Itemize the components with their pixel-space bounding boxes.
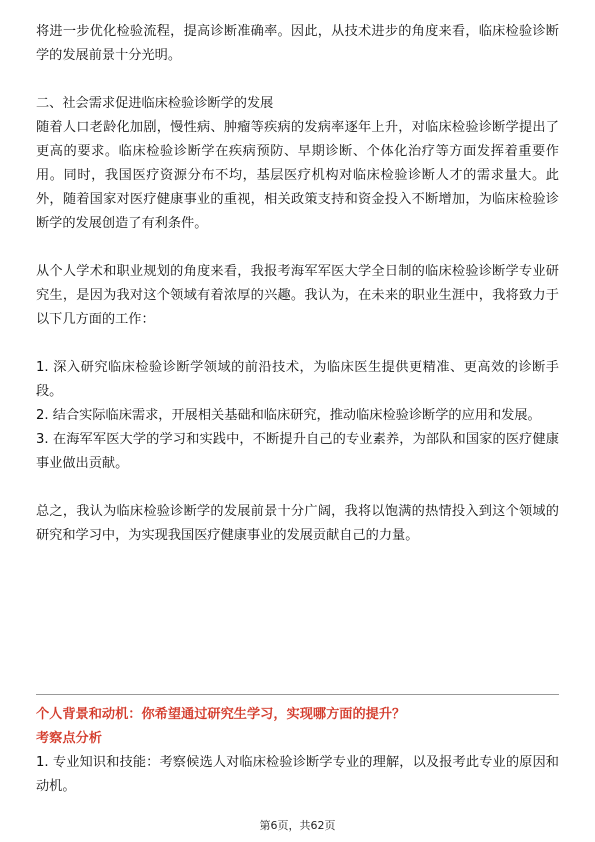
paragraph-gap <box>36 236 559 260</box>
analysis-point-1: 1. 专业知识和技能：考察候选人对临床检验诊断学专业的理解，以及报考此专业的原因和动机。 <box>36 755 559 794</box>
conclusion-paragraph: 总之，我认为临床检验诊断学的发展前景十分广阔，我将以饱满的热情投入到这个领域的研究和学习中，为实现我国医疗健康事业的发展贡献自己的力量。 <box>36 504 559 543</box>
answer-body <box>36 20 559 548</box>
paragraph-gap <box>36 68 559 92</box>
goal-item-3: 3. 在海军军医大学的学习和实践中，不断提升自己的专业素养，为部队和国家的医疗健康事业做出贡献。 <box>36 432 559 471</box>
goal-item-2: 2. 结合实际临床需求，开展相关基础和临床研究，推动临床检验诊断学的应用和发展。 <box>36 408 541 423</box>
analysis-heading: 考察点分析 <box>36 731 102 746</box>
personal-paragraph: 从个人学术和职业规划的角度来看，我报考海军军医大学全日制的临床检验诊断学专业研究生，是因为我对这个领域有着浓厚的兴趣。我认为，在未来的职业生涯中，我将致力于以下几方面的工作： <box>36 264 559 327</box>
goal-item-1: 1. 深入研究临床检验诊断学领域的前沿技术，为临床医生提供更精准、更高效的诊断手段。 <box>36 360 559 399</box>
section-heading: 二、社会需求促进临床检验诊断学的发展 <box>36 96 274 111</box>
section-paragraph: 随着人口老龄化加剧，慢性病、肿瘤等疾病的发病率逐年上升，对临床检验诊断学提出了更高的要求。临床检验诊断学在疾病预防、早期诊断、个体化治疗等方面发挥着重要作用。同时，我国医疗资源分布不均，基层医疗机构对临床检验诊断人才的需求量大。此外，随着国家对医疗健康事业的重视，相关政策支持和资金投入不断增加，为临床检验诊断学的发展创造了有利条件。 <box>36 120 559 231</box>
section-divider <box>36 694 559 695</box>
paragraph-gap <box>36 332 559 356</box>
intro-paragraph: 将进一步优化检验流程，提高诊断准确率。因此，从技术进步的角度来看，临床检验诊断学的发展前景十分光明。 <box>36 24 559 63</box>
page-footer: 第6页，共62页 <box>259 819 336 832</box>
question-section <box>36 703 559 799</box>
question-title: 个人背景和动机：你希望通过研究生学习，实现哪方面的提升？ <box>36 707 406 722</box>
paragraph-gap <box>36 476 559 500</box>
